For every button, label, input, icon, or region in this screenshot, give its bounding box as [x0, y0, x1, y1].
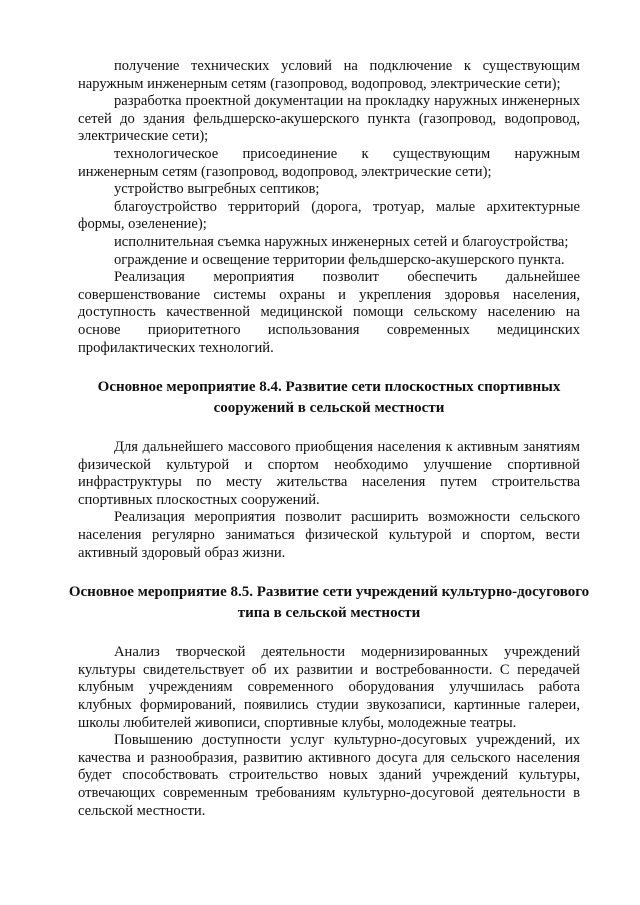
list-item-project-documentation: разработка проектной документации на прокладку наружных инженерных сетей до здания фельдшерско-акушерского пункта (газопровод, водопровод, электрические сети); — [78, 93, 580, 145]
section-heading-8-4: Основное мероприятие 8.4. Развитие сети плоскостных спортивных сооружений в сельской местности — [97, 379, 561, 417]
section-8-4-body — [78, 439, 580, 562]
list-item-network-connection: технологическое присоединение к существующим наружным инженерным сетям (газопровод, водопровод, электрические сети); — [78, 145, 580, 180]
paragraph-sports-outcome: Реализация мероприятия позволит расширить возможности сельского населения регулярно заниматься физической культурой и спортом, вести активный здоровый образ жизни. — [78, 509, 580, 561]
section-8-5-body — [78, 644, 580, 820]
section-heading-8-5: Основное мероприятие 8.5. Развитие сети учреждений культурно-досугового типа в сельской местности — [68, 584, 590, 622]
paragraph-cultural-outcome: Повышению доступности услуг культурно-досуговых учреждений, их качества и разнообразия, развитию активного досуга для сельского населения будет способствовать строительство новых зданий учреждений культуры, отвечающих современным требованиям культурно-досуговой деятельности в сельской местности. — [78, 732, 580, 819]
list-item-technical-conditions: получение технических условий на подключение к существующим наружным инженерным сетям (газопровод, водопровод, электрические сети); — [78, 58, 580, 92]
section-intro — [78, 58, 580, 357]
paragraph-sports-infrastructure: Для дальнейшего массового приобщения населения к активным занятиям физической культурой и спортом необходимо улучшение спортивной инфраструктуры по месту жительства населения путем строительства спортивных плоскостных сооружений. — [78, 439, 580, 508]
list-item-septic-tanks: устройство выгребных септиков; — [114, 181, 320, 198]
list-item-executive-survey: исполнительная съемка наружных инженерных сетей и благоустройства; — [114, 233, 569, 250]
list-item-fencing-lighting: ограждение и освещение территории фельдшерско-акушерского пункта. — [114, 251, 565, 268]
list-item-landscaping: благоустройство территорий (дорога, тротуар, малые архитектурные формы, озеленение); — [78, 198, 580, 233]
paragraph-cultural-analysis: Анализ творческой деятельности модернизированных учреждений культуры свидетельствует об их развитии и востребованности. С передачей клубным учреждениям современного оборудования улучшилась работа клубных формирований, появились студии звукозаписи, картинные галереи, школы любителей живописи, спортивные клубы, молодежные театры. — [78, 644, 580, 731]
document-page — [68, 58, 590, 820]
paragraph-healthcare-outcome: Реализация мероприятия позволит обеспечить дальнейшее совершенствование системы охраны и укрепления здоровья населения, доступность качественной медицинской помощи сельскому населению на основе приоритетного использования современных медицинских профилактических технологий. — [78, 269, 580, 356]
